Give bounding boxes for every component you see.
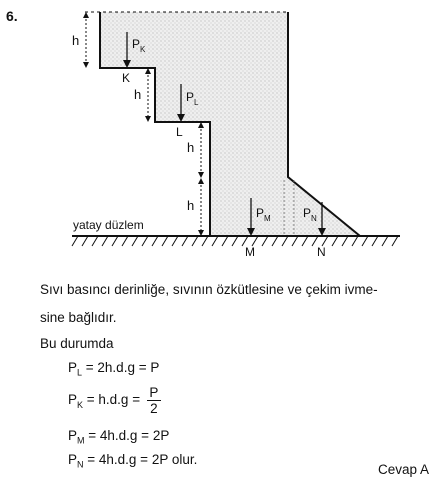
answer-label: Cevap A <box>377 462 429 477</box>
point-k: K <box>122 71 131 85</box>
equation-pk: $P_K = h.d.g$ = $\frac{P}{2}$ <box>68 385 161 416</box>
explanation-line-2: sine bağlıdır. <box>40 310 117 325</box>
dimension-h-3 <box>187 122 204 178</box>
equation-pm: $P_M = 4h.d.g = 2P$ <box>68 428 170 446</box>
label-pm: P <box>256 206 265 220</box>
label-h1: h <box>72 33 80 48</box>
point-l: L <box>176 125 183 139</box>
label-pn: P <box>303 206 312 220</box>
explanation-line-3: Bu durumda <box>40 336 114 351</box>
label-pl: P <box>186 90 195 104</box>
ground-hatching <box>72 236 398 246</box>
equation-pl: $P_L = 2h.d.g = P$ <box>68 360 160 378</box>
label-h2: h <box>134 87 142 102</box>
dimension-h-4 <box>187 178 204 236</box>
label-pl-sub: L <box>194 98 199 107</box>
question-number: 6. <box>6 8 18 24</box>
ground-label: yatay düzlem <box>73 218 144 232</box>
point-m: M <box>245 245 255 259</box>
point-n: N <box>317 245 326 259</box>
explanation-line-1: Sıvı basıncı derinliğe, sıvının özkütlesine ve çekim ivme- <box>40 282 378 297</box>
equation-pn: $P_N = 4h.d.g = 2P$ olur. <box>68 452 198 470</box>
dimension-h-1 <box>72 12 89 68</box>
label-pk: P <box>132 37 141 51</box>
dimension-h-2 <box>134 68 151 122</box>
fraction-p-over-2: $\frac{P}{2}$ <box>147 385 161 416</box>
label-h3: h <box>187 140 195 155</box>
label-pn-sub: N <box>311 214 317 223</box>
label-pm-sub: M <box>264 214 271 223</box>
label-pk-sub: K <box>140 45 146 54</box>
label-h4: h <box>187 198 195 213</box>
